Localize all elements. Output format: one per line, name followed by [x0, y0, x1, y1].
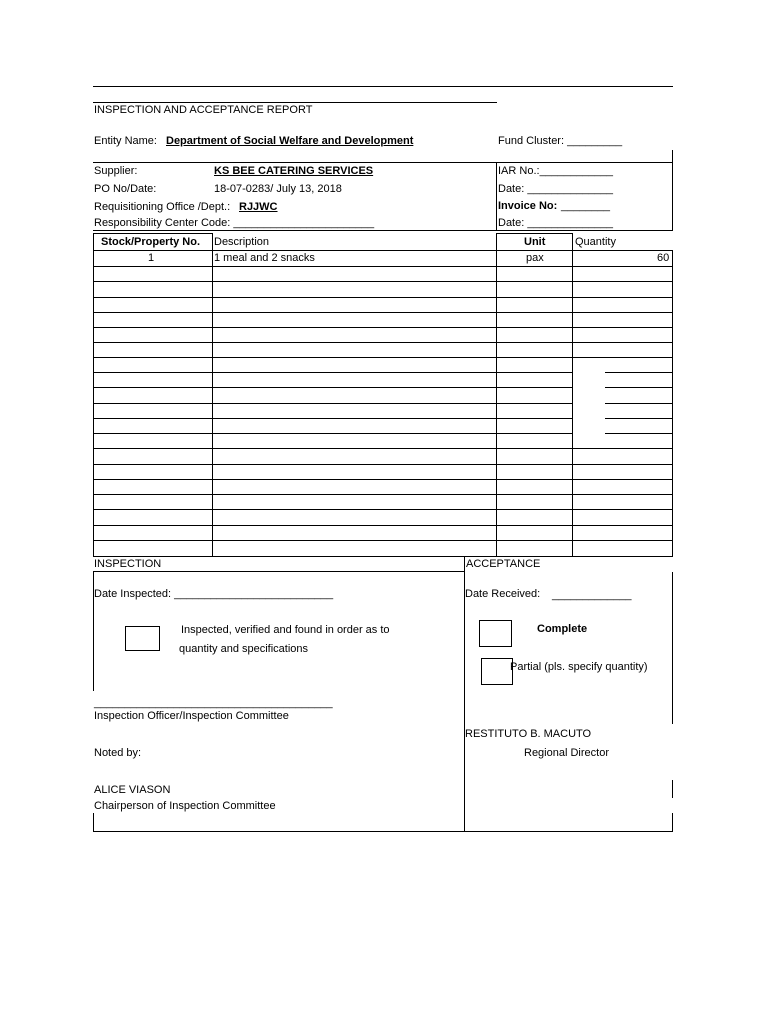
header-bottom-rule [93, 230, 673, 231]
table-row-line [93, 448, 673, 449]
date-received-blank: _____________ [552, 589, 632, 601]
po-value: 18-07-0283/ July 13, 2018 [214, 183, 342, 195]
inspected-text-line2: quantity and specifications [179, 643, 309, 655]
table-row-line [93, 357, 673, 358]
table-bottom-rule [93, 556, 673, 557]
section-right-edge-bottom [672, 813, 673, 832]
quantity-short-line [605, 418, 672, 419]
table-row-line [93, 433, 573, 434]
inspected-text-line1: Inspected, verified and found in order as to [181, 624, 390, 636]
section-heading-rule [93, 571, 465, 572]
row1-unit: pax [526, 252, 544, 264]
entity-name-label: Entity Name: [94, 135, 157, 147]
table-row-line [93, 479, 673, 480]
chairperson-title: Chairperson of Inspection Committee [94, 800, 276, 812]
section-right-edge-lower [672, 780, 673, 798]
col-header-stock: Stock/Property No. [101, 236, 201, 248]
report-title: INSPECTION AND ACCEPTANCE REPORT [94, 104, 313, 116]
table-row-line [93, 327, 673, 328]
table-row-line [93, 372, 573, 373]
quantity-short-line [605, 403, 672, 404]
table-row-line [93, 464, 673, 465]
po-label: PO No/Date: [94, 183, 157, 195]
responsibility-center: Responsibility Center Code: _______________________ [94, 217, 375, 229]
table-row-line [93, 297, 673, 298]
fund-cluster: Fund Cluster: _________ [498, 135, 623, 147]
row1-description: 1 meal and 2 snacks [214, 252, 315, 264]
table-row-line [93, 509, 673, 510]
header-divider [496, 162, 497, 230]
supplier-value: KS BEE CATERING SERVICES [214, 165, 374, 177]
row1-quantity: 60 [657, 252, 670, 264]
director-name: RESTITUTO B. MACUTO [465, 728, 592, 740]
section-right-edge [672, 572, 673, 724]
inspected-checkbox[interactable] [125, 626, 160, 651]
table-row-line [93, 403, 573, 404]
form-bottom-rule [93, 831, 673, 832]
entity-name-value: Department of Social Welfare and Development [166, 135, 414, 147]
table-header-bottom [93, 250, 673, 251]
iar-number: IAR No.:____________ [498, 165, 613, 177]
table-row-line [93, 494, 673, 495]
table-row-line [93, 418, 573, 419]
inspection-officer-label: Inspection Officer/Inspection Committee [94, 710, 289, 722]
col-header-description: Description [214, 236, 270, 248]
chairperson-name: ALICE VIASON [94, 784, 171, 796]
inspection-heading: INSPECTION [94, 558, 162, 570]
requisitioning-label: Requisitioning Office /Dept.: [94, 201, 231, 213]
table-row-line [93, 266, 673, 267]
complete-label: Complete [537, 623, 588, 635]
table-row-line [93, 540, 673, 541]
invoice-blank: ________ [561, 200, 610, 212]
complete-checkbox[interactable] [479, 620, 512, 647]
table-col1-divider-header [212, 233, 213, 250]
table-col4-divider-header [572, 233, 573, 250]
table-row-line [93, 342, 673, 343]
requisitioning-value: RJJWC [239, 201, 278, 213]
invoice-date: Date: ______________ [498, 217, 613, 229]
officer-signature-line: _______________________________________ [94, 697, 333, 709]
date-inspected: Date Inspected: __________________________ [94, 588, 334, 600]
table-col3-divider-header [496, 233, 497, 250]
quantity-short-line [605, 372, 672, 373]
director-title: Regional Director [524, 747, 609, 759]
quantity-short-line [605, 387, 672, 388]
partial-label: Partial (pls. specify quantity) [510, 661, 648, 673]
section-left-edge-lower [93, 813, 94, 832]
invoice-label: Invoice No: [498, 200, 558, 212]
partial-checkbox[interactable] [481, 658, 513, 685]
table-row-line [93, 525, 673, 526]
quantity-short-line [605, 433, 672, 434]
supplier-label: Supplier: [94, 165, 138, 177]
table-row-line [93, 312, 673, 313]
acceptance-heading: ACCEPTANCE [466, 558, 541, 570]
title-underline [93, 102, 497, 103]
iar-date: Date: ______________ [498, 183, 613, 195]
supplier-top-rule [93, 162, 673, 163]
table-right-edge [672, 250, 673, 556]
row1-stock: 1 [148, 252, 155, 264]
col-header-unit: Unit [524, 236, 546, 248]
table-row-line [93, 387, 573, 388]
noted-by: Noted by: [94, 747, 142, 759]
table-header-rule-right [497, 233, 573, 234]
table-header-rule [93, 233, 213, 234]
table-row-line [93, 281, 673, 282]
date-received-label: Date Received: [465, 588, 541, 600]
col-header-quantity: Quantity [575, 236, 616, 248]
table-left-edge-header [93, 233, 94, 250]
top-rule [93, 86, 673, 87]
